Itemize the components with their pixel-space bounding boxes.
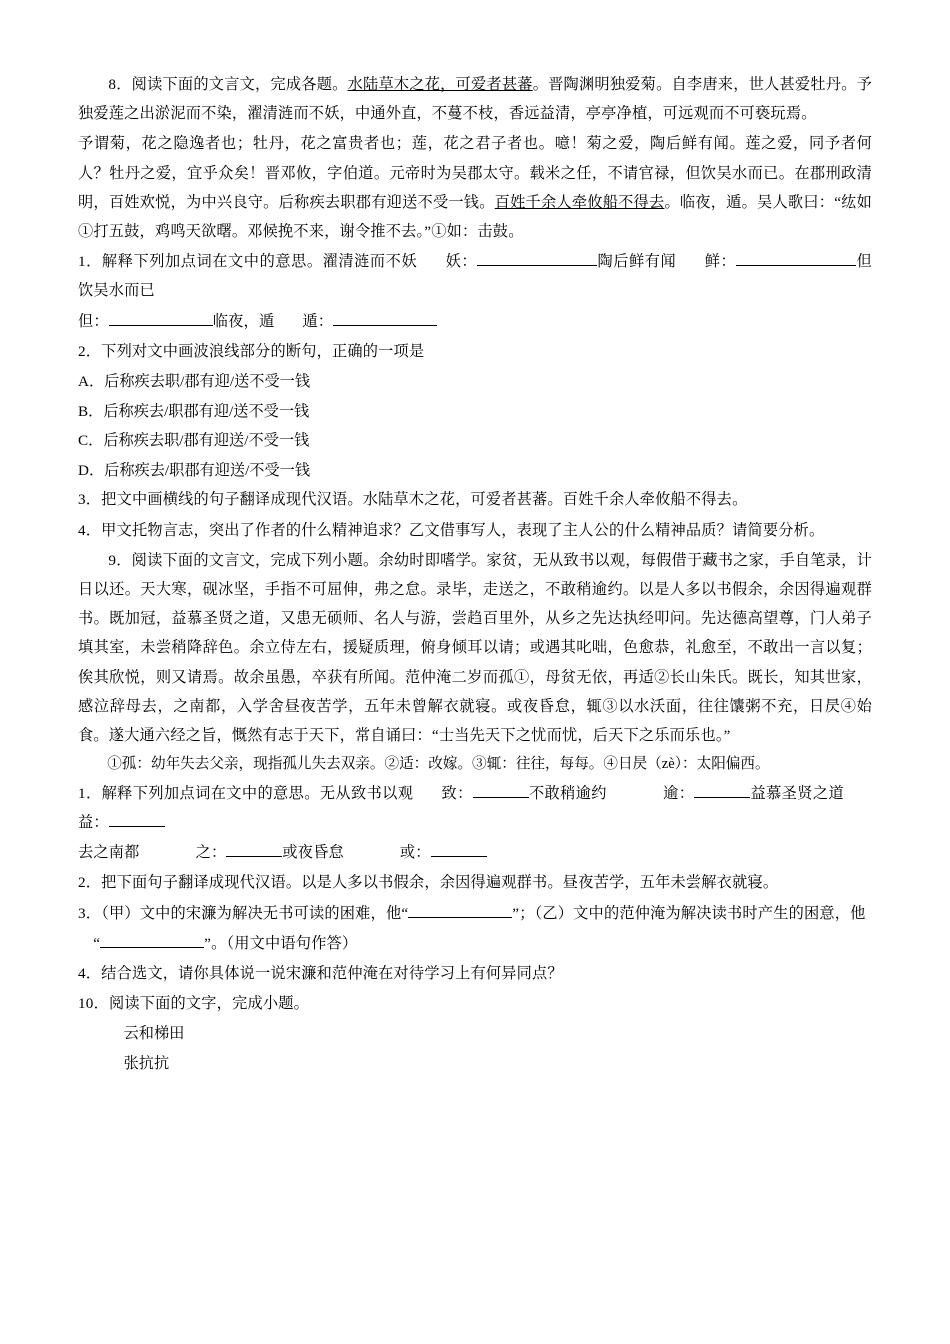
q9-sub1-term1: 不敢稍逾约: [528, 784, 607, 802]
answer-blank[interactable]: [100, 947, 204, 948]
q9-sub1-key5: 或：: [399, 844, 431, 862]
q9-sub1-term3: 去之南都: [78, 844, 140, 862]
q8-passage2: [78, 129, 872, 246]
q8-sub1-term2: 但饮吴水而已: [78, 253, 872, 300]
q9-sub3: [78, 899, 872, 928]
q8-sub1-key1: 妖：: [445, 253, 478, 271]
q9-sub1-term4: 或夜昏怠: [282, 844, 344, 862]
q8-sub1-term1: 陶后鲜有闻: [597, 253, 677, 271]
q8-sub1: [78, 247, 872, 305]
q8-sub1-cont: [78, 307, 872, 336]
question-10-stem: 10．阅读下面的文字，完成小题。: [78, 995, 310, 1013]
q8-sub3: 3．把文中画横线的句子翻译成现代汉语。水陆草木之花，可爱者甚蕃。百姓千余人牵攸船不得去。: [78, 491, 748, 509]
q9-sub3-cont: [78, 929, 872, 958]
answer-blank[interactable]: [109, 826, 165, 827]
q9-sub3-part-d: ”。（用文中语句作答）: [204, 934, 358, 952]
q8-underlined-lead: 水陆草木之花，可爱者甚蕃: [347, 76, 533, 93]
answer-blank[interactable]: [431, 856, 487, 857]
q8-sub1-key2: 鲜：: [704, 253, 737, 271]
q8-option-b[interactable]: B．后称疾去/职郡有迎/送不受一钱: [78, 402, 310, 420]
answer-blank[interactable]: [333, 325, 437, 326]
answer-blank[interactable]: [694, 797, 750, 798]
q8-passage2-part-a: 予谓菊，花之隐逸者也；牡丹，花之富贵者也；莲，花之君子者也。噫！菊之爱，陶后鲜有闻。莲之爱，同予者何人？牡丹之爱，宜乎众矣！晋邓攸，字伯道。元帝时为吴郡太守。载米之任，不请官禄，但饮吴水而已。在郡刑政清明，百姓欢悦，为中兴良守。后称疾去职郡有迎送不受一钱。: [78, 135, 872, 211]
q9-sub1-cont: [78, 838, 872, 867]
q8-sub1-lead: 1．解释下列加点词在文中的意思。濯清涟而不妖: [78, 253, 418, 271]
q9-sub1-key1: 致：: [441, 784, 473, 802]
answer-blank[interactable]: [109, 325, 213, 326]
question-8-block: [78, 70, 872, 128]
q8-sub2-stem: 2．下列对文中画波浪线部分的断句，正确的一项是: [78, 342, 425, 360]
q9-sub1: [78, 779, 872, 837]
q8-option-c[interactable]: C．后称疾去职/郡有迎送/不受一钱: [78, 432, 310, 450]
q8-stem: 8．阅读下面的文言文，完成各题。: [108, 76, 348, 93]
q8-sub1-key3: 但：: [78, 312, 109, 330]
q9-notes: ①孤：幼年失去父亲，现指孤儿失去双亲。②适：改嫁。③辄：往往，每每。④日昃（zè）：太阳偏西。: [107, 756, 770, 773]
q9-passage: 余幼时即嗜学。家贫，无从致书以观，每假借于藏书之家，手自笔录，计日以还。天大寒，砚冰坚，手指不可屈伸，弗之怠。录毕，走送之，不敢稍逾约。以是人多以书假余，余因得遍观群书。既加冠，益慕圣贤之道，又患无硕师、名人与游，尝趋百里外，从乡之先达执经叩问。先达德高望尊，门人弟子填其室，未尝稍降辞色。余立侍左右，援疑质理，俯身倾耳以请；或遇其叱咄，色愈恭，礼愈至，不敢出一言以复；俟其欣悦，则又请焉。故余虽愚，卒获有所闻。范仲淹二岁而孤①，母贫无依，再适②长山朱氏。既长，知其世家，感泣辞母去，之南都，入学舍昼夜苦学，五年未曾解衣就寝。或夜昏怠，辄③以水沃面，往往馕粥不充，日昃④始食。遂大通六经之旨，慨然有志于天下，常自诵曰：“士当先天下之忧而忧，后天下之乐而乐也。”: [78, 551, 872, 744]
q8-passage1: 。晋陶渊明独爱菊。自李唐来，世人甚爱牡丹。予独爱莲之出淤泥而不染，濯清涟而不妖，中通外直，不蔓不枝，香远益清，亭亭净植，可远观而不可亵玩焉。: [78, 76, 873, 123]
q8-option-d[interactable]: D．后称疾去/职郡有迎送/不受一钱: [78, 461, 311, 479]
answer-blank[interactable]: [477, 265, 597, 266]
answer-blank[interactable]: [408, 917, 512, 918]
q8-sub4: 4．甲文托物言志，突出了作者的什么精神追求？乙文借事写人，表现了主人公的什么精神品质？请简要分析。: [78, 521, 825, 539]
q9-sub3-part-a: 3．（甲）文中的宋濂为解决无书可读的困难，他“: [78, 904, 409, 922]
question-9-block: [78, 546, 872, 750]
q8-option-a[interactable]: A．后称疾去职/郡有迎/送不受一钱: [78, 372, 311, 390]
q9-sub2: 2．把下面句子翻译成现代汉语。以是人多以书假余，余因得遍观群书。昼夜苦学，五年未尝解衣就寝。: [78, 874, 779, 892]
q9-sub4: 4．结合选文，请你具体说一说宋濂和范仲淹在对待学习上有何异同点？: [78, 964, 563, 982]
q9-sub3-part-c: “: [93, 934, 101, 952]
q9-sub1-key4: 之：: [195, 844, 227, 862]
q8-passage2-part-b: 。临夜，遁。吴人歌曰：“纮如①打五鼓，鸡鸣天欲曙。邓候挽不来，谢令推不去。”①如：击鼓。: [78, 193, 872, 240]
q10-author: 张抗抗: [123, 1054, 170, 1072]
q8-sub1-key4: 遁：: [302, 312, 334, 330]
q9-sub1-key3: 益：: [78, 814, 109, 832]
q9-sub1-key2: 逾：: [662, 784, 695, 802]
answer-blank[interactable]: [226, 856, 282, 857]
q9-stem: 9．阅读下面的文言文，完成下列小题。: [108, 551, 379, 569]
q8-passage2-underline: 百姓千余人牵攸船不得去: [494, 193, 665, 211]
q9-sub1-term2: 益慕圣贤之道: [750, 784, 845, 802]
q9-sub1-lead: 1．解释下列加点词在文中的意思。无从致书以观: [78, 784, 414, 802]
q10-title: 云和梯田: [123, 1025, 185, 1043]
q9-sub3-part-b: ”；（乙）文中的范仲淹为解决读书时产生的困意，他: [512, 904, 866, 922]
answer-blank[interactable]: [473, 797, 529, 798]
q8-sub1-term3: 临夜，遁: [212, 312, 275, 330]
answer-blank[interactable]: [736, 265, 856, 266]
